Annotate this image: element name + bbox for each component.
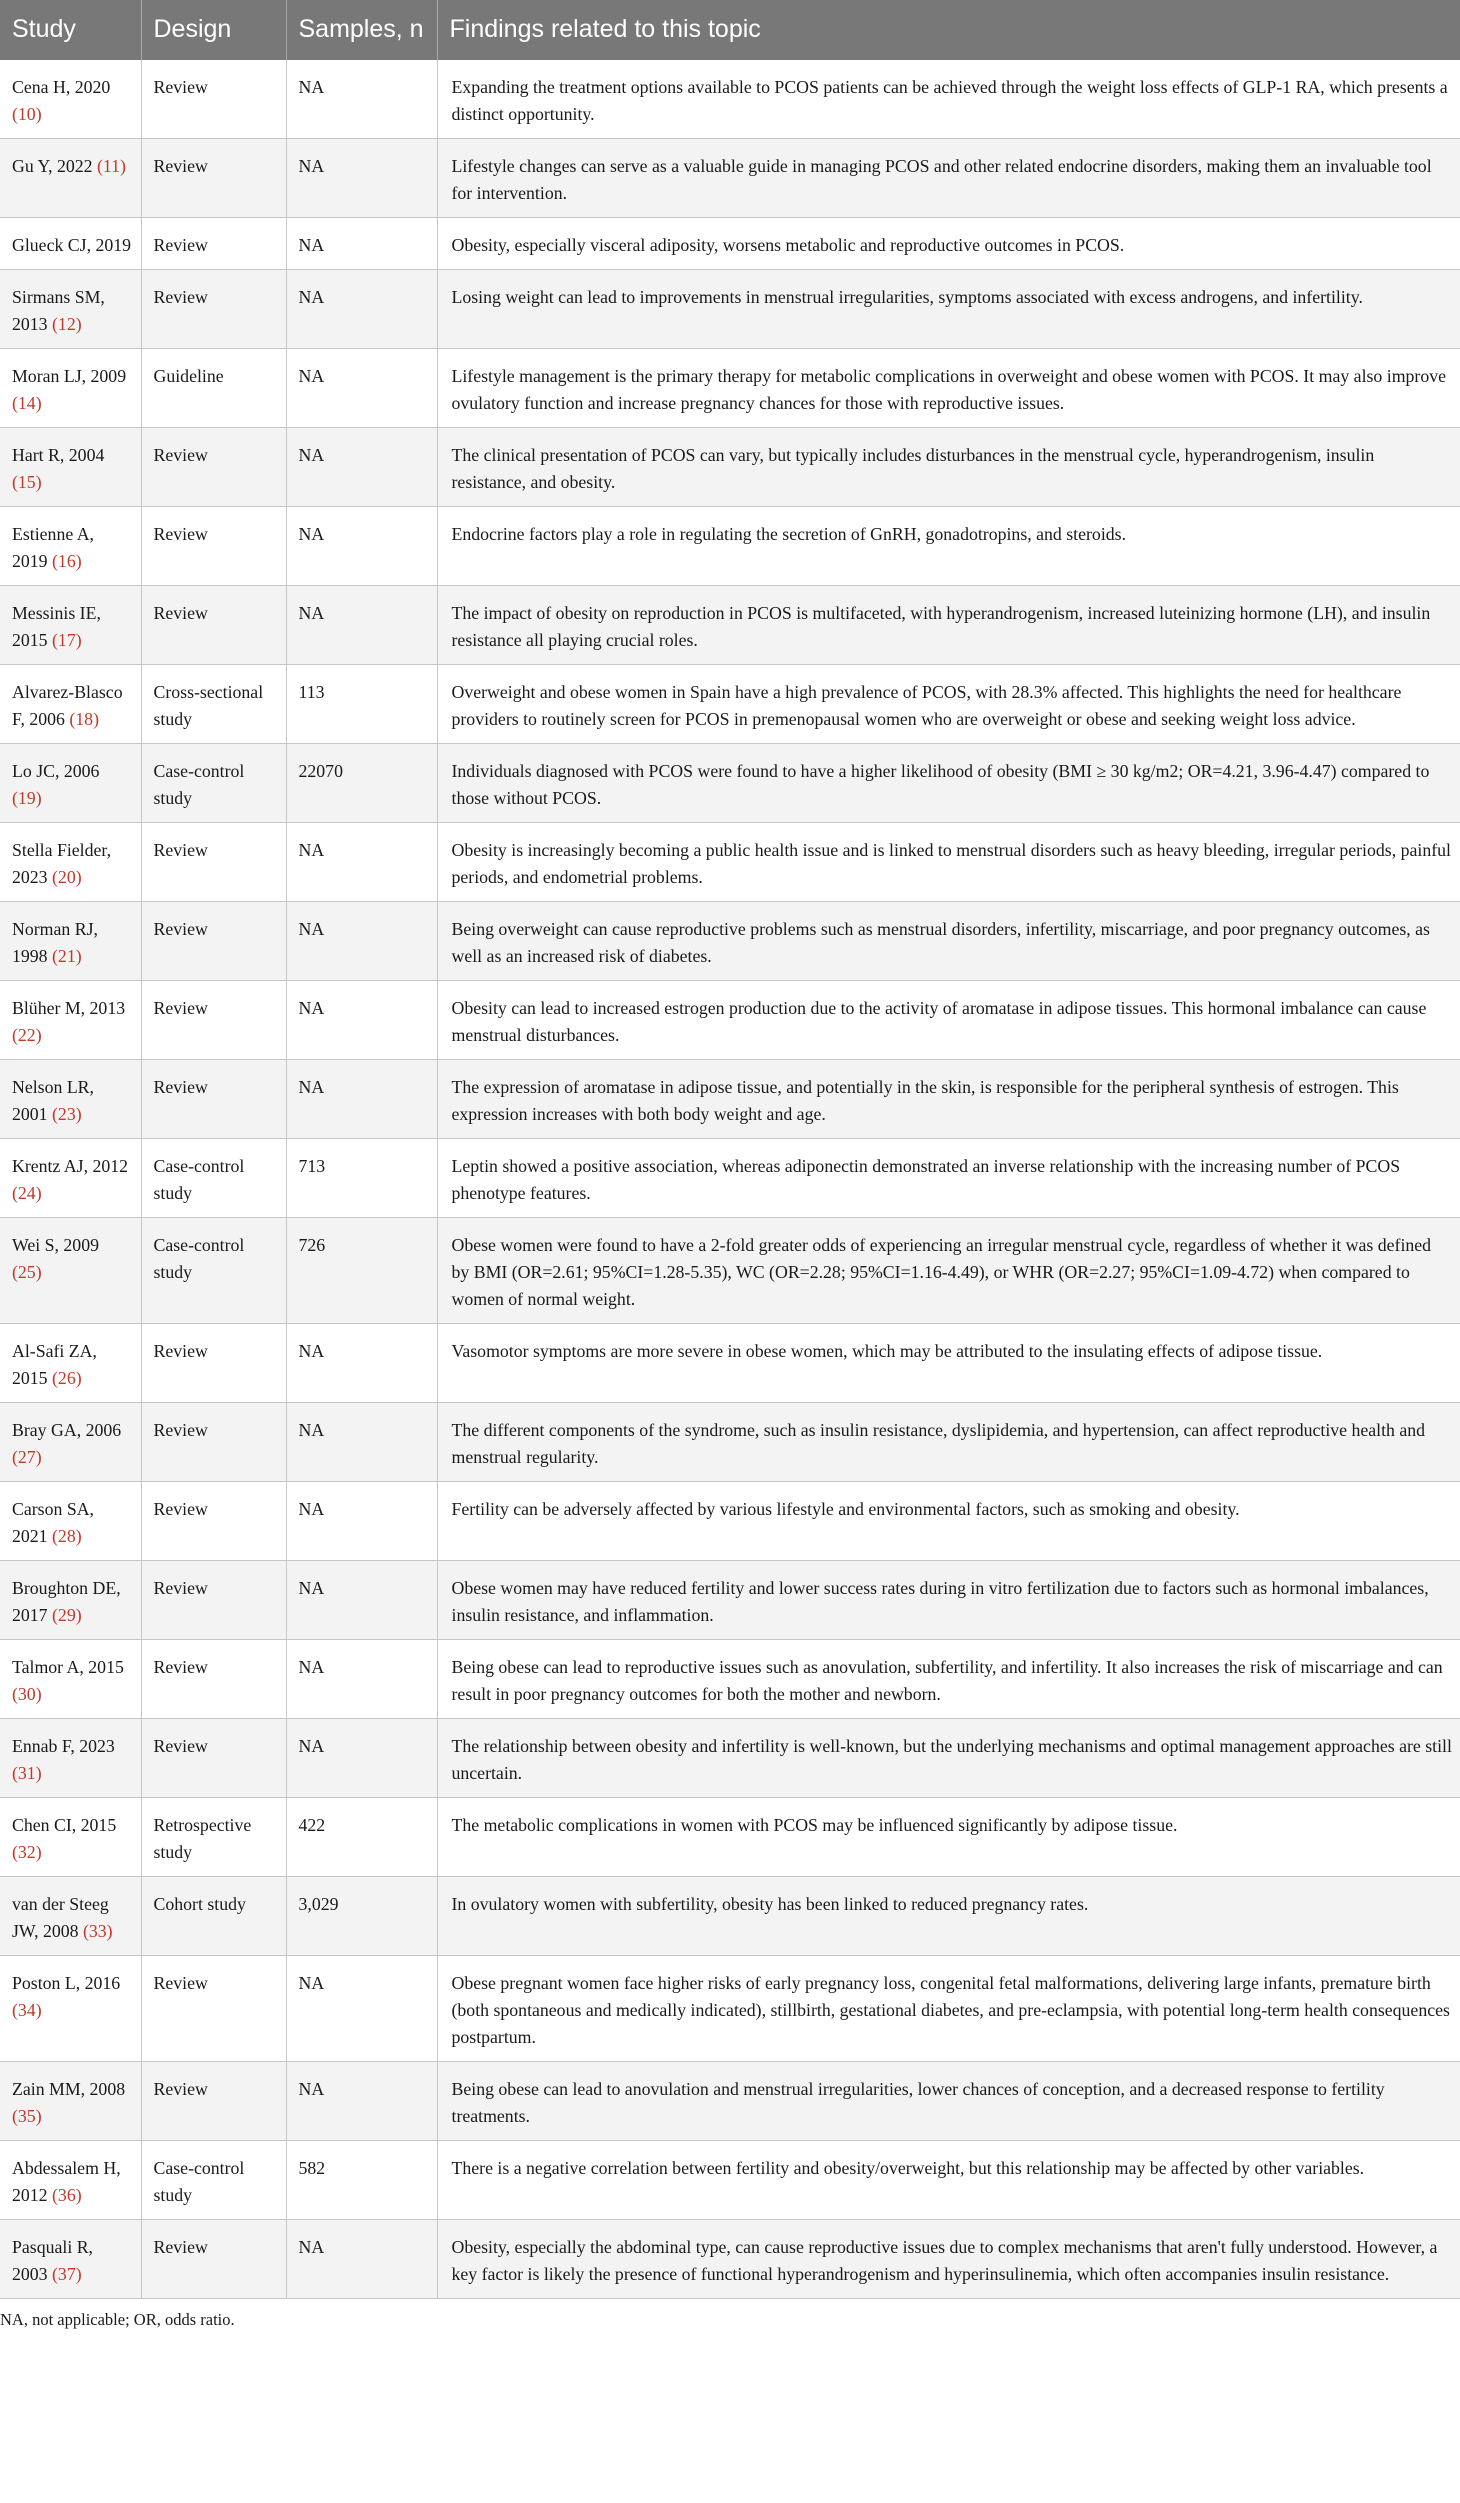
study-reference-link[interactable]: (17) xyxy=(52,630,82,650)
cell-design: Review xyxy=(141,428,286,507)
cell-study xyxy=(0,1218,141,1324)
study-name: Cena H, 2020 xyxy=(12,77,111,97)
study-name: Abdessalem H, 2012 xyxy=(12,2158,121,2205)
cell-samples: NA xyxy=(286,1060,437,1139)
study-name: Talmor A, 2015 xyxy=(12,1657,124,1677)
cell-samples: 3,029 xyxy=(286,1877,437,1956)
study-reference-link[interactable]: (12) xyxy=(52,314,82,334)
table-row xyxy=(0,1719,1460,1798)
cell-samples: 422 xyxy=(286,1798,437,1877)
cell-design: Review xyxy=(141,139,286,218)
study-reference-link[interactable]: (15) xyxy=(12,472,42,492)
cell-design: Review xyxy=(141,1561,286,1640)
table-row xyxy=(0,1482,1460,1561)
cell-findings: Being obese can lead to reproductive issues such as anovulation, subfertility, and infertility. It also increases the risk of miscarriage and can result in poor pregnancy outcomes for both the mother and newborn. xyxy=(437,1640,1460,1719)
cell-study xyxy=(0,349,141,428)
cell-study xyxy=(0,139,141,218)
header-study: Study xyxy=(0,0,141,60)
study-name: Al-Safi ZA, 2015 xyxy=(12,1341,97,1388)
cell-findings: Endocrine factors play a role in regulating the secretion of GnRH, gonadotropins, and steroids. xyxy=(437,507,1460,586)
cell-samples: NA xyxy=(286,2220,437,2299)
cell-findings: Obese pregnant women face higher risks of early pregnancy loss, congenital fetal malformations, delivering large infants, premature birth (both spontaneous and medically indicated), stillbirth, gestational diabetes, and pre-eclampsia, with potential long-term health consequences postpartum. xyxy=(437,1956,1460,2062)
study-name: Estienne A, 2019 xyxy=(12,524,94,571)
study-name: Chen CI, 2015 xyxy=(12,1815,117,1835)
cell-design: Review xyxy=(141,1324,286,1403)
cell-samples: 726 xyxy=(286,1218,437,1324)
cell-samples: NA xyxy=(286,1561,437,1640)
study-reference-link[interactable]: (20) xyxy=(52,867,82,887)
study-reference-link[interactable]: (19) xyxy=(12,788,42,808)
study-reference-link[interactable]: (28) xyxy=(52,1526,82,1546)
study-reference-link[interactable]: (35) xyxy=(12,2106,42,2126)
cell-study xyxy=(0,981,141,1060)
cell-study xyxy=(0,1403,141,1482)
cell-samples: NA xyxy=(286,902,437,981)
table-row xyxy=(0,2062,1460,2141)
study-name: Nelson LR, 2001 xyxy=(12,1077,94,1124)
cell-study xyxy=(0,1719,141,1798)
table-row xyxy=(0,744,1460,823)
table-row xyxy=(0,1060,1460,1139)
cell-findings: Obese women were found to have a 2-fold greater odds of experiencing an irregular menstrual cycle, regardless of whether it was defined by BMI (OR=2.61; 95%CI=1.28-5.35), WC (OR=2.28; 95%CI=1.16-4.49), or WHR (OR=2.27; 95%CI=1.09-4.72) when compared to women of normal weight. xyxy=(437,1218,1460,1324)
study-reference-link[interactable]: (24) xyxy=(12,1183,42,1203)
cell-study xyxy=(0,586,141,665)
cell-study xyxy=(0,1640,141,1719)
header-samples: Samples, n xyxy=(286,0,437,60)
cell-samples: NA xyxy=(286,139,437,218)
cell-samples: NA xyxy=(286,60,437,139)
study-name: Carson SA, 2021 xyxy=(12,1499,94,1546)
table-row xyxy=(0,902,1460,981)
cell-study xyxy=(0,902,141,981)
table-row xyxy=(0,1324,1460,1403)
cell-design: Review xyxy=(141,218,286,270)
cell-samples: NA xyxy=(286,1640,437,1719)
cell-study xyxy=(0,1798,141,1877)
cell-findings: The impact of obesity on reproduction in PCOS is multifaceted, with hyperandrogenism, increased luteinizing hormone (LH), and insulin resistance all playing crucial roles. xyxy=(437,586,1460,665)
study-name: Glueck CJ, 2019 xyxy=(12,235,132,255)
cell-samples: 713 xyxy=(286,1139,437,1218)
cell-design: Review xyxy=(141,2062,286,2141)
cell-design: Review xyxy=(141,2220,286,2299)
header-design: Design xyxy=(141,0,286,60)
cell-samples: NA xyxy=(286,586,437,665)
cell-design: Guideline xyxy=(141,349,286,428)
study-name: Pasquali R, 2003 xyxy=(12,2237,94,2284)
cell-samples: NA xyxy=(286,507,437,586)
cell-study xyxy=(0,823,141,902)
study-name: Broughton DE, 2017 xyxy=(12,1578,121,1625)
cell-findings: Obesity, especially visceral adiposity, worsens metabolic and reproductive outcomes in PCOS. xyxy=(437,218,1460,270)
cell-design: Review xyxy=(141,981,286,1060)
study-name: Bray GA, 2006 xyxy=(12,1420,122,1440)
cell-design: Review xyxy=(141,1403,286,1482)
study-name: Hart R, 2004 xyxy=(12,445,105,465)
table-row xyxy=(0,823,1460,902)
cell-findings: Obese women may have reduced fertility and lower success rates during in vitro fertilization due to factors such as hormonal imbalances, insulin resistance, and inflammation. xyxy=(437,1561,1460,1640)
cell-findings: Leptin showed a positive association, whereas adiponectin demonstrated an inverse relationship with the increasing number of PCOS phenotype features. xyxy=(437,1139,1460,1218)
table-row xyxy=(0,2220,1460,2299)
cell-study xyxy=(0,428,141,507)
study-reference-link[interactable]: (27) xyxy=(12,1447,42,1467)
cell-study xyxy=(0,2141,141,2220)
cell-design: Case-control study xyxy=(141,1218,286,1324)
cell-study xyxy=(0,744,141,823)
cell-samples: NA xyxy=(286,981,437,1060)
cell-findings: Obesity is increasingly becoming a public health issue and is linked to menstrual disorders such as heavy bleeding, irregular periods, painful periods, and endometrial problems. xyxy=(437,823,1460,902)
cell-study xyxy=(0,1060,141,1139)
cell-findings: The expression of aromatase in adipose tissue, and potentially in the skin, is responsible for the peripheral synthesis of estrogen. This expression increases with both body weight and age. xyxy=(437,1060,1460,1139)
header-findings: Findings related to this topic xyxy=(437,0,1460,60)
study-reference-link[interactable]: (18) xyxy=(69,709,99,729)
table-header xyxy=(0,0,1460,60)
study-reference-link[interactable]: (30) xyxy=(12,1684,42,1704)
study-name: Krentz AJ, 2012 xyxy=(12,1156,129,1176)
cell-study xyxy=(0,270,141,349)
cell-design: Review xyxy=(141,270,286,349)
cell-design: Cohort study xyxy=(141,1877,286,1956)
cell-findings: Vasomotor symptoms are more severe in obese women, which may be attributed to the insulating effects of adipose tissue. xyxy=(437,1324,1460,1403)
cell-findings: Obesity, especially the abdominal type, can cause reproductive issues due to complex mechanisms that aren't fully understood. However, a key factor is likely the presence of functional hyperandrogenism and hyperinsulinemia, which often accompanies insulin resistance. xyxy=(437,2220,1460,2299)
cell-study xyxy=(0,218,141,270)
table-row xyxy=(0,1561,1460,1640)
cell-design: Review xyxy=(141,507,286,586)
study-reference-link[interactable]: (14) xyxy=(12,393,42,413)
cell-design: Case-control study xyxy=(141,2141,286,2220)
study-reference-link[interactable]: (31) xyxy=(12,1763,42,1783)
table-row xyxy=(0,981,1460,1060)
study-name: Wei S, 2009 xyxy=(12,1235,99,1255)
study-name: Lo JC, 2006 xyxy=(12,761,100,781)
cell-study xyxy=(0,1561,141,1640)
study-name: Ennab F, 2023 xyxy=(12,1736,115,1756)
cell-samples: NA xyxy=(286,428,437,507)
cell-design: Review xyxy=(141,1956,286,2062)
study-reference-link[interactable]: (34) xyxy=(12,2000,42,2020)
cell-findings: Expanding the treatment options available to PCOS patients can be achieved through the weight loss effects of GLP-1 RA, which presents a distinct opportunity. xyxy=(437,60,1460,139)
cell-samples: 113 xyxy=(286,665,437,744)
cell-findings: Fertility can be adversely affected by various lifestyle and environmental factors, such as smoking and obesity. xyxy=(437,1482,1460,1561)
cell-study xyxy=(0,1139,141,1218)
cell-findings: The clinical presentation of PCOS can vary, but typically includes disturbances in the menstrual cycle, hyperandrogenism, insulin resistance, and obesity. xyxy=(437,428,1460,507)
study-reference-link[interactable]: (16) xyxy=(52,551,82,571)
study-reference-link[interactable]: (11) xyxy=(96,156,126,176)
cell-samples: NA xyxy=(286,218,437,270)
table-row xyxy=(0,1640,1460,1719)
cell-findings: Being obese can lead to anovulation and menstrual irregularities, lower chances of conception, and a decreased response to fertility treatments. xyxy=(437,2062,1460,2141)
study-name: Zain MM, 2008 xyxy=(12,2079,126,2099)
cell-findings: Individuals diagnosed with PCOS were found to have a higher likelihood of obesity (BMI ≥ 30 kg/m2; OR=4.21, 3.96-4.47) compared to those without PCOS. xyxy=(437,744,1460,823)
cell-findings: The relationship between obesity and infertility is well-known, but the underlying mechanisms and optimal management approaches are still uncertain. xyxy=(437,1719,1460,1798)
cell-samples: 22070 xyxy=(286,744,437,823)
cell-samples: NA xyxy=(286,1719,437,1798)
table-row xyxy=(0,2141,1460,2220)
study-name: Sirmans SM, 2013 xyxy=(12,287,105,334)
study-reference-link[interactable]: (22) xyxy=(12,1025,42,1045)
table-row xyxy=(0,1798,1460,1877)
cell-study xyxy=(0,507,141,586)
table-row xyxy=(0,507,1460,586)
cell-study xyxy=(0,1877,141,1956)
cell-findings: The different components of the syndrome, such as insulin resistance, dyslipidemia, and hypertension, can affect reproductive health and menstrual regularity. xyxy=(437,1403,1460,1482)
study-name: Blüher M, 2013 xyxy=(12,998,126,1018)
cell-design: Review xyxy=(141,1719,286,1798)
table-row xyxy=(0,139,1460,218)
cell-study xyxy=(0,60,141,139)
cell-design: Retrospective study xyxy=(141,1798,286,1877)
cell-findings: Overweight and obese women in Spain have a high prevalence of PCOS, with 28.3% affected. This highlights the need for healthcare providers to routinely screen for PCOS in premenopausal women who are overweight or obese and seeking weight loss advice. xyxy=(437,665,1460,744)
table-row xyxy=(0,428,1460,507)
cell-findings: There is a negative correlation between fertility and obesity/overweight, but this relationship may be affected by other variables. xyxy=(437,2141,1460,2220)
cell-findings: The metabolic complications in women with PCOS may be influenced significantly by adipose tissue. xyxy=(437,1798,1460,1877)
cell-samples: NA xyxy=(286,1482,437,1561)
study-reference-link[interactable]: (23) xyxy=(52,1104,82,1124)
cell-findings: Losing weight can lead to improvements in menstrual irregularities, symptoms associated with excess androgens, and infertility. xyxy=(437,270,1460,349)
study-name: van der Steeg JW, 2008 xyxy=(12,1894,109,1941)
study-name: Poston L, 2016 xyxy=(12,1973,121,1993)
cell-design: Review xyxy=(141,60,286,139)
table-row xyxy=(0,349,1460,428)
study-reference-link[interactable]: (32) xyxy=(12,1842,42,1862)
cell-samples: NA xyxy=(286,1403,437,1482)
cell-design: Review xyxy=(141,1060,286,1139)
study-reference-link[interactable]: (10) xyxy=(12,104,42,124)
cell-design: Case-control study xyxy=(141,744,286,823)
cell-study xyxy=(0,2220,141,2299)
table-row xyxy=(0,1139,1460,1218)
cell-study xyxy=(0,1956,141,2062)
study-reference-link[interactable]: (37) xyxy=(52,2264,82,2284)
table-row xyxy=(0,1877,1460,1956)
study-name: Gu Y, 2022 xyxy=(12,156,93,176)
cell-design: Cross-sectional study xyxy=(141,665,286,744)
cell-study xyxy=(0,665,141,744)
table-row xyxy=(0,60,1460,139)
study-name: Alvarez-Blasco F, 2006 xyxy=(12,682,123,729)
table-row xyxy=(0,1956,1460,2062)
cell-findings: Being overweight can cause reproductive problems such as menstrual disorders, infertility, miscarriage, and poor pregnancy outcomes, as well as an increased risk of diabetes. xyxy=(437,902,1460,981)
cell-findings: Lifestyle management is the primary therapy for metabolic complications in overweight and obese women with PCOS. It may also improve ovulatory function and increase pregnancy chances for those with reproductive issues. xyxy=(437,349,1460,428)
cell-study xyxy=(0,1482,141,1561)
cell-samples: NA xyxy=(286,270,437,349)
cell-design: Review xyxy=(141,1482,286,1561)
cell-design: Review xyxy=(141,1640,286,1719)
cell-samples: NA xyxy=(286,1324,437,1403)
study-reference-link[interactable]: (29) xyxy=(52,1605,82,1625)
table-row xyxy=(0,586,1460,665)
cell-findings: In ovulatory women with subfertility, obesity has been linked to reduced pregnancy rates. xyxy=(437,1877,1460,1956)
table-footnote: NA, not applicable; OR, odds ratio. xyxy=(0,2310,235,2329)
study-name: Messinis IE, 2015 xyxy=(12,603,101,650)
cell-samples: NA xyxy=(286,823,437,902)
study-reference-link[interactable]: (21) xyxy=(52,946,82,966)
table-row xyxy=(0,218,1460,270)
cell-samples: NA xyxy=(286,349,437,428)
cell-samples: NA xyxy=(286,2062,437,2141)
table-row xyxy=(0,270,1460,349)
cell-findings: Obesity can lead to increased estrogen production due to the activity of aromatase in adipose tissues. This hormonal imbalance can cause menstrual disturbances. xyxy=(437,981,1460,1060)
table-row xyxy=(0,665,1460,744)
study-reference-link[interactable]: (36) xyxy=(52,2185,82,2205)
table-body xyxy=(0,60,1460,2299)
cell-design: Review xyxy=(141,902,286,981)
table-row xyxy=(0,1218,1460,1324)
study-reference-link[interactable]: (26) xyxy=(52,1368,82,1388)
study-name: Norman RJ, 1998 xyxy=(12,919,98,966)
table-row xyxy=(0,1403,1460,1482)
study-name: Stella Fielder, 2023 xyxy=(12,840,112,887)
study-reference-link[interactable]: (33) xyxy=(82,1921,113,1941)
study-name: Moran LJ, 2009 xyxy=(12,366,127,386)
cell-study xyxy=(0,1324,141,1403)
cell-findings: Lifestyle changes can serve as a valuable guide in managing PCOS and other related endocrine disorders, making them an invaluable tool for intervention. xyxy=(437,139,1460,218)
cell-design: Review xyxy=(141,586,286,665)
study-reference-link[interactable]: (25) xyxy=(12,1262,42,1282)
cell-design: Review xyxy=(141,823,286,902)
cell-study xyxy=(0,2062,141,2141)
header-row xyxy=(0,0,1460,60)
cell-design: Case-control study xyxy=(141,1139,286,1218)
cell-samples: 582 xyxy=(286,2141,437,2220)
cell-samples: NA xyxy=(286,1956,437,2062)
